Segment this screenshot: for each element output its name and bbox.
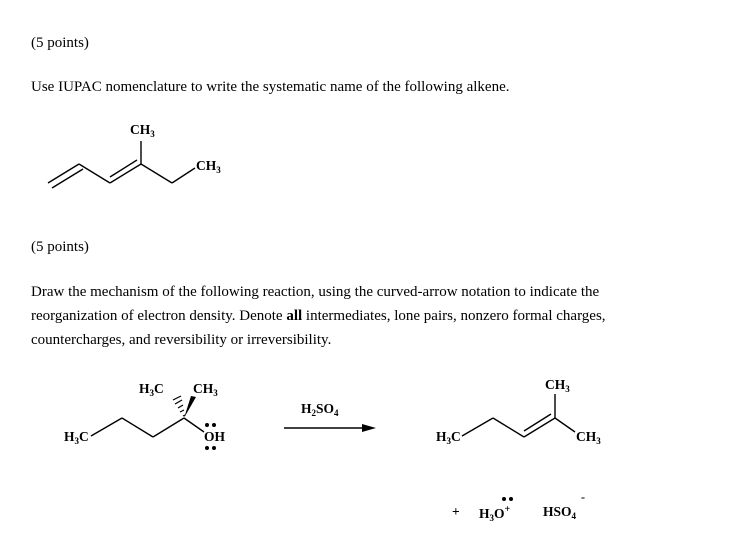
- q1-points: (5 points): [31, 35, 89, 51]
- minus-charge: -: [581, 490, 585, 504]
- q2-prompt-line2: reorganization of electron density. Denote all intermediates, lone pairs, nonzero formal charges,: [31, 308, 606, 324]
- q1-ch3-right: $CH_3$: [196, 158, 221, 175]
- lone-pair-dot: [212, 446, 216, 450]
- lone-pair-dot: [509, 497, 513, 501]
- reactant-h3c-left: $H_3C$: [64, 429, 89, 446]
- reactant-oh: OH: [204, 429, 226, 444]
- byproduct-plus: +: [452, 504, 460, 519]
- emphasis-all: all: [286, 308, 303, 324]
- product-ch3-right: $CH_3$: [576, 429, 601, 446]
- byproduct-hso4: $HSO_4$: [543, 504, 577, 521]
- q1-ch3-top: $CH_3$: [130, 122, 155, 139]
- reactant-ch3-top: $CH_3$: [193, 381, 218, 398]
- reactant-h3c-top: $H_3C$: [139, 381, 164, 398]
- q2-prompt-line3: countercharges, and reversibility or irreversibility.: [31, 332, 332, 348]
- lone-pair-dot: [205, 423, 209, 427]
- q2-points: (5 points): [31, 239, 89, 255]
- lone-pair-dot: [205, 446, 209, 450]
- lone-pair-dot: [212, 423, 216, 427]
- q2-prompt-line1: Draw the mechanism of the following reaction, using the curved-arrow notation to indicate the: [31, 284, 600, 300]
- product-ch3-top: $CH_3$: [545, 377, 570, 394]
- byproduct-h3o: $H_3O^+$: [479, 504, 511, 523]
- product-h3c-left: $H_3C$: [436, 429, 461, 446]
- q1-prompt: Use IUPAC nomenclature to write the systematic name of the following alkene.: [31, 79, 510, 95]
- lone-pair-dot: [502, 497, 506, 501]
- reagent-h2so4: $H_2SO_4$: [301, 401, 339, 418]
